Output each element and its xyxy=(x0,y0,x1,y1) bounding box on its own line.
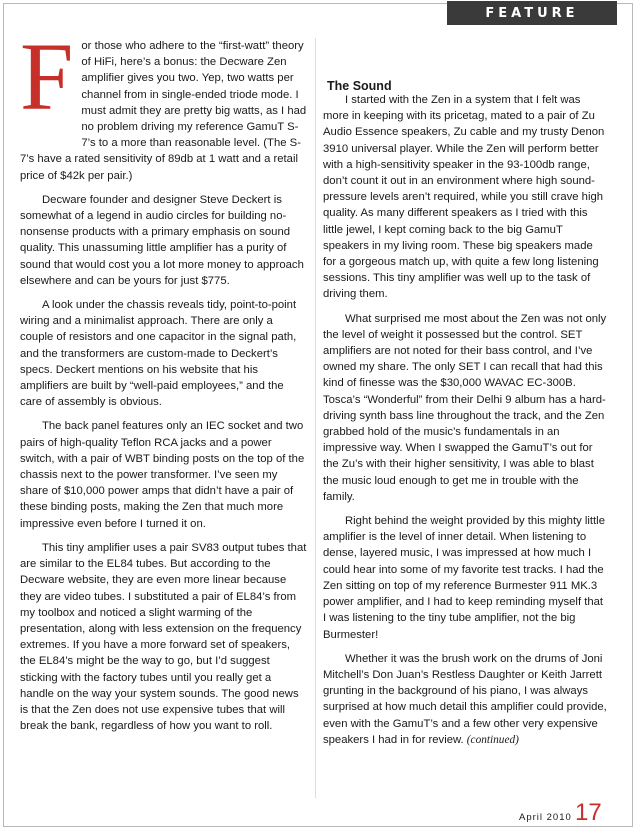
body-paragraph: or those who adhere to the “first-watt” theory of HiFi, here’s a bonus: the Decware Zen amplifier gives you two. Yep, two watts per channel from in single-ended triode mode. I must admit they are pretty big watts, as I had no problem driving my reference GamuT S-7’s to a more than reasonable level. (The S-7’s have a rated sensitivity of 89db at 1 watt and a retail price of $42k per pair.) xyxy=(20,40,307,182)
section-heading: The Sound xyxy=(327,79,392,93)
section-tab xyxy=(447,1,617,25)
body-paragraph-text: Whether it was the brush work on the drums of Joni Mitchell’s Don Juan’s Restless Daughter or Keith Jarrett grunting in the background of his piano, I was always surprised at how much detail this amplifier could provide, even with the GamuT’s and a few other very expensive speakers I had in for review. xyxy=(323,652,607,746)
section-tab-label: FEATURE xyxy=(485,5,579,21)
body-paragraph: What surprised me most about the Zen was not only the level of weight it possessed but the control. SET amplifiers are not noted for their bass control, and I’ve owned my share. The only SET I can recall that had this kind of finesse was the $30,000 WAVAC EC-300B. Tosca’s “Wonderful” from their Delhi 9 album has a hard-driving synth bass line throughout the track, and the Zen grabbed hold of the music’s fundamentals in an impressive way. When I swapped the GamuT’s out for the Zu’s with their higher sensitivity, I was able to blast the music loud enough to get me in trouble with the family. xyxy=(323,312,607,503)
column-divider xyxy=(315,38,316,798)
body-paragraph: Decware founder and designer Steve Deckert is somewhat of a legend in audio circles for building no-nonsense products with a primary emphasis on sound quality. This unassuming little amplifier has a purity of sound that would cost you a lot more money to approach elsewhere and can be yours for just $775. xyxy=(20,193,304,287)
left-column xyxy=(20,23,308,742)
page-number: 17 xyxy=(575,799,602,826)
body-paragraph: I started with the Zen in a system that I felt was more in keeping with its pricetag, mated to a pair of Zu Audio Essence speakers, Zu cable and my trusty Denon 3910 universal player. While the Zen will perform better with a high-sensitivity speaker in the 93-100db range, don’t count it out in an environment where high sound-pressure levels aren’t required, while you still crave high quality. As many different speakers as I tried with this little jewel, I kept coming back to the big GamuT speakers in my living room. These big speakers made for a gorgeous match up, with quite a few long listening sessions. This tiny amplifier was well up to the task of driving them. xyxy=(323,94,605,301)
body-paragraph: Right behind the weight provided by this mighty little amplifier is the level of inner detail. When listening to dense, layered music, I was impressed at how much I could hear into some of my favorite test tracks. I had the Zen sitting on top of my reference Burmester 911 MK.3 power amplifier, and I had to keep reminding myself that I was listening to the tiny tube amplifier, not the big Burmester! xyxy=(323,515,605,641)
body-paragraph: A look under the chassis reveals tidy, point-to-point wiring and a minimalist approach. There are only a couple of resistors and one capacitor in the signal path, and the transformers are custom-made to Deckert’s specs. Deckert mentions on his website that his amplifiers are built by “well-paid employees,” and the care of assembly is obvious. xyxy=(20,299,297,409)
body-paragraph xyxy=(323,651,607,748)
dropcap: F xyxy=(20,23,74,130)
body-paragraph: This tiny amplifier uses a pair SV83 output tubes that are similar to the EL84 tubes. But according to the Decware website, they are even more linear because they are video tubes. I substituted a pair of EL84’s from my toolbox and noticed a slight warming of the presentation, along with less extension on the frequency extremes. If you have a more forward set of speakers, the EL84’s might be the way to go, but I’d suggest sticking with the factory tubes until you really get a handle on the way your system sounds. The good news is that the Zen does not use expensive tubes that will break the bank, regardless of how you want to roll. xyxy=(20,541,307,733)
continued-label: (continued) xyxy=(466,733,519,746)
body-paragraph: The back panel features only an IEC socket and two pairs of high-quality Teflon RCA jacks and a power switch, with a pair of WBT binding posts on the top of the chassis next to the power transformer. I’ve seen my share of $10,000 power amps that didn’t have a pair of these binding posts, making the Zen that much more impressive even before I turned it on. xyxy=(20,420,305,530)
right-column xyxy=(323,78,607,756)
issue-date: April 2010 xyxy=(519,812,572,823)
